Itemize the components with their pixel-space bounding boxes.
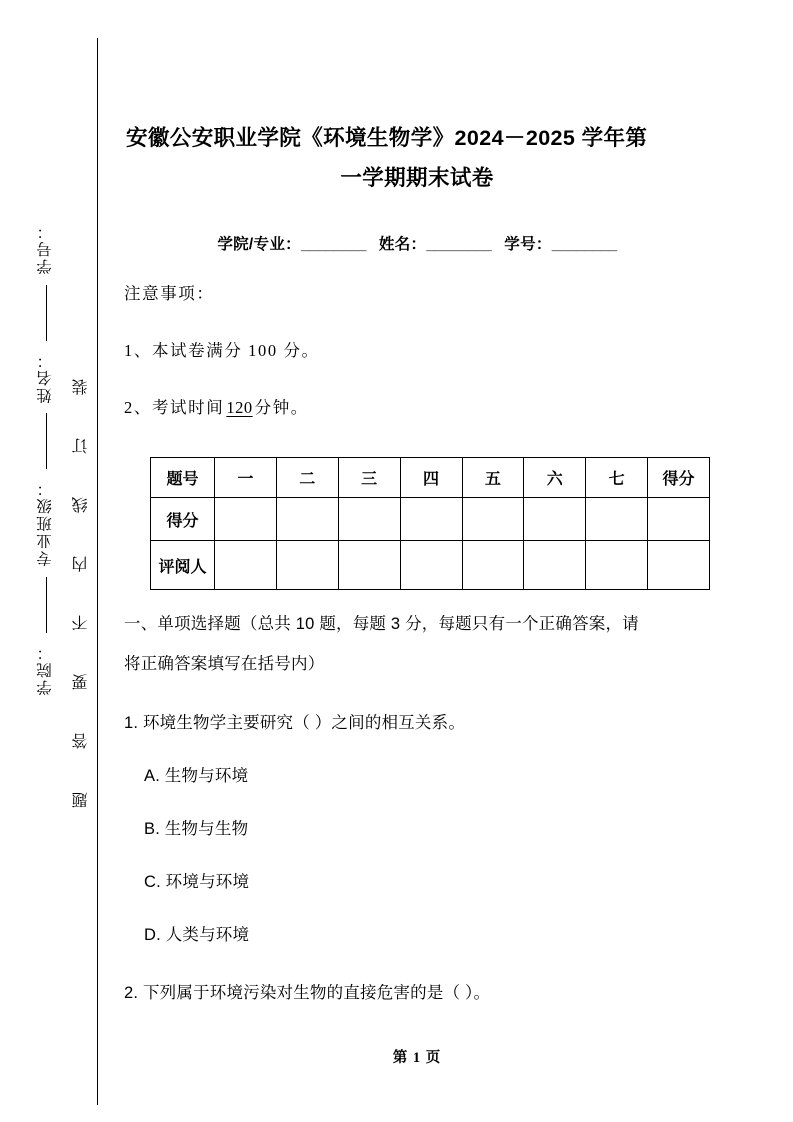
table-row-header xyxy=(151,458,710,498)
table-cell-score-2[interactable] xyxy=(276,498,338,541)
notes-section xyxy=(124,280,710,451)
table-header-question-no: 题号 xyxy=(151,458,215,498)
seal-label-student-id: 学号： xyxy=(37,222,55,275)
note-item-2 xyxy=(124,394,710,422)
sealing-margin-inner-column xyxy=(64,0,100,1122)
table-row-marker xyxy=(151,541,710,590)
note-item-2-suffix: 分钟。 xyxy=(254,398,309,417)
table-header-total: 得分 xyxy=(648,458,710,498)
note-item-2-prefix: 2、考试时间 xyxy=(124,398,225,417)
name-label: 姓名： xyxy=(378,236,427,253)
table-cell-score-6[interactable] xyxy=(524,498,586,541)
table-header-3: 三 xyxy=(338,458,400,498)
sealing-margin-outer-column xyxy=(24,0,68,1122)
exam-duration-value: 120 xyxy=(226,398,253,417)
table-cell-marker-7[interactable] xyxy=(586,541,648,590)
page-footer: 第 1 页 xyxy=(392,1050,442,1066)
college-major-blank[interactable]: ________ xyxy=(300,236,366,253)
table-cell-marker-6[interactable] xyxy=(524,541,586,590)
seal-divider-2 xyxy=(46,413,47,469)
table-cell-marker-4[interactable] xyxy=(400,541,462,590)
table-cell-score-7[interactable] xyxy=(586,498,648,541)
notes-heading: 注意事项： xyxy=(124,284,215,303)
student-id-blank[interactable]: ________ xyxy=(551,236,617,253)
table-cell-marker-1[interactable] xyxy=(215,541,277,590)
question-1-option-a[interactable]: A. 生物与环境 xyxy=(144,767,249,785)
table-header-6: 六 xyxy=(524,458,586,498)
student-id-label: 学号： xyxy=(504,236,552,253)
question-1-option-b[interactable]: B. 生物与生物 xyxy=(144,820,249,838)
question-2: 2. 下列属于环境污染对生物的直接危害的是（ ）。 xyxy=(124,984,491,1002)
seal-label-major-class: 专业班级： xyxy=(37,479,55,567)
table-cell-marker-3[interactable] xyxy=(338,541,400,590)
table-row-label-marker: 评阅人 xyxy=(151,541,215,590)
table-header-1: 一 xyxy=(215,458,277,498)
table-header-7: 七 xyxy=(586,458,648,498)
table-cell-score-4[interactable] xyxy=(400,498,462,541)
table-cell-score-5[interactable] xyxy=(462,498,524,541)
page-title xyxy=(124,118,710,198)
seal-divider-3 xyxy=(46,577,47,633)
question-section xyxy=(124,604,710,1006)
table-cell-score-1[interactable] xyxy=(215,498,277,541)
seal-label-name: 姓名： xyxy=(37,350,55,403)
page-title-line-1: 安徽公安职业学院《环境生物学》2024－2025 学年第 xyxy=(126,126,648,150)
student-info-line xyxy=(124,232,710,254)
seal-divider-1 xyxy=(46,285,47,341)
table-cell-marker-5[interactable] xyxy=(462,541,524,590)
name-blank[interactable]: ________ xyxy=(426,236,492,253)
table-header-2: 二 xyxy=(276,458,338,498)
table-header-4: 四 xyxy=(400,458,462,498)
question-1-option-d[interactable]: D. 人类与环境 xyxy=(144,926,250,944)
table-cell-score-3[interactable] xyxy=(338,498,400,541)
note-item-1: 1、本试卷满分 100 分。 xyxy=(124,341,320,360)
table-row-score xyxy=(151,498,710,541)
paper-content xyxy=(124,0,710,1122)
question-1: 1. 环境生物学主要研究（ ）之间的相互关系。 xyxy=(124,714,466,732)
table-cell-marker-2[interactable] xyxy=(276,541,338,590)
question-1-option-c[interactable]: C. 环境与环境 xyxy=(144,873,250,891)
table-header-5: 五 xyxy=(462,458,524,498)
college-major-label: 学院/专业： xyxy=(217,236,301,253)
table-cell-marker-total[interactable] xyxy=(648,541,710,590)
seal-warning-text: 题答要不内线订装 xyxy=(73,336,90,808)
table-cell-score-total[interactable] xyxy=(648,498,710,541)
seal-label-college: 学院： xyxy=(37,642,55,695)
table-row-label-score: 得分 xyxy=(151,498,215,541)
section-heading-line-2: 将正确答案填写在括号内） xyxy=(124,655,325,673)
page-title-line-2: 一学期期末试卷 xyxy=(340,166,494,190)
section-heading-line-1: 一、单项选择题（总共 10 题，每题 3 分，每题只有一个正确答案，请 xyxy=(124,615,639,633)
score-table xyxy=(150,457,710,590)
